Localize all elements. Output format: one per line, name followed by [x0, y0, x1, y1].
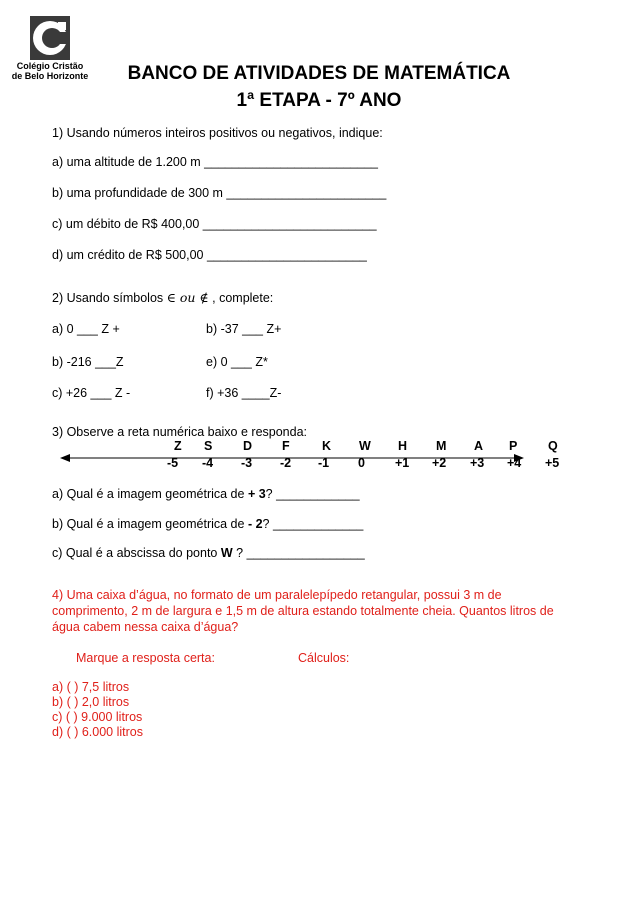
q2-left-a: a) 0 ___ Z +: [52, 322, 120, 336]
point-letter: Q: [548, 439, 558, 453]
tick-label: +2: [432, 456, 447, 470]
tick-label: +1: [395, 456, 410, 470]
tick-label: -5: [167, 456, 179, 470]
tick-label: -3: [241, 456, 253, 470]
school-name-line2: de Belo Horizonte: [11, 71, 89, 81]
q3-prompt: 3) Observe a reta numérica baixo e responda:: [52, 425, 307, 439]
q3-b-text: b) Qual é a imagem geométrica de: [52, 517, 248, 531]
school-logo-icon: [8, 14, 92, 62]
q1-prompt: 1) Usando números inteiros positivos ou negativos, indique:: [52, 126, 383, 140]
point-letter: P: [509, 439, 518, 453]
q4-line1: 4) Uma caixa d’água, no formato de um paralelepípedo retangular, possui 3 m de: [52, 588, 502, 602]
q3-a-value: + 3: [247, 487, 266, 501]
point-letter: S: [204, 439, 213, 453]
q4-calc-label: Cálculos:: [298, 651, 350, 665]
q2-symbols: ∈ ou ∉: [166, 290, 209, 305]
q4-option-d: d) ( ) 6.000 litros: [52, 725, 144, 739]
page-title: BANCO DE ATIVIDADES DE MATEMÁTICA: [127, 63, 511, 84]
q3-c-value: W: [220, 546, 233, 560]
point-letter: K: [322, 439, 332, 453]
tick-label: -2: [280, 456, 292, 470]
q2-prompt-end: , complete:: [208, 291, 274, 305]
q4-option-c: c) ( ) 9.000 litros: [52, 710, 143, 724]
q3-b-value: - 2: [247, 517, 263, 531]
q4-line3: água cabem nessa caixa d’água?: [52, 620, 239, 634]
q2-left-c: c) +26 ___ Z -: [52, 386, 131, 400]
q2-right-f: f) +36 ____Z-: [206, 386, 282, 400]
tick-label: +4: [507, 456, 522, 470]
tick-label: +3: [470, 456, 485, 470]
q2-right-b: b) -37 ___ Z+: [206, 322, 282, 336]
q3-b-blank: ? _____________: [262, 517, 364, 531]
q3-c-text: c) Qual é a abscissa do ponto: [52, 546, 221, 560]
point-letter: A: [474, 439, 484, 453]
tick-label: -4: [202, 456, 214, 470]
point-letter: D: [243, 439, 253, 453]
q1-item-b: b) uma profundidade de 300 m _______________________: [52, 186, 387, 200]
school-name-line1: Colégio Cristão: [16, 61, 84, 71]
q3-a-text: a) Qual é a imagem geométrica de: [52, 487, 248, 501]
page-subtitle: 1ª ETAPA - 7º ANO: [236, 90, 402, 111]
point-letter: H: [398, 439, 408, 453]
q4-line2: comprimento, 2 m de largura e 1,5 m de altura estando totalmente cheia. Quantos litros de: [52, 604, 554, 618]
q1-item-c: c) um débito de R$ 400,00 _________________________: [52, 217, 377, 231]
q3-c-blank: ? _________________: [232, 546, 365, 560]
point-letter: M: [436, 439, 447, 453]
q3-a-blank: ? ____________: [265, 487, 360, 501]
q2-prompt: [52, 290, 273, 305]
q1-item-d: d) um crédito de R$ 500,00 _______________________: [52, 248, 367, 262]
tick-label: 0: [358, 456, 365, 470]
q3-item-b: [52, 517, 363, 531]
q4-option-a: a) ( ) 7,5 litros: [52, 680, 130, 694]
q2-left-b: b) -216 ___Z: [52, 355, 124, 369]
q1-item-a: a) uma altitude de 1.200 m _________________________: [52, 155, 378, 169]
q4-option-b: b) ( ) 2,0 litros: [52, 695, 130, 709]
q3-item-c: [52, 546, 365, 560]
point-letter: W: [359, 439, 371, 453]
q2-prompt-start: 2) Usando símbolos: [52, 291, 167, 305]
q2-right-e: e) 0 ___ Z*: [206, 355, 268, 369]
point-letter: F: [282, 439, 290, 453]
number-line-numbers: [0, 456, 638, 472]
tick-label: -1: [318, 456, 330, 470]
tick-label: +5: [545, 456, 560, 470]
point-letter: Z: [174, 439, 182, 453]
q4-mark-label: Marque a resposta certa:: [76, 651, 215, 665]
q3-item-a: [52, 487, 360, 501]
